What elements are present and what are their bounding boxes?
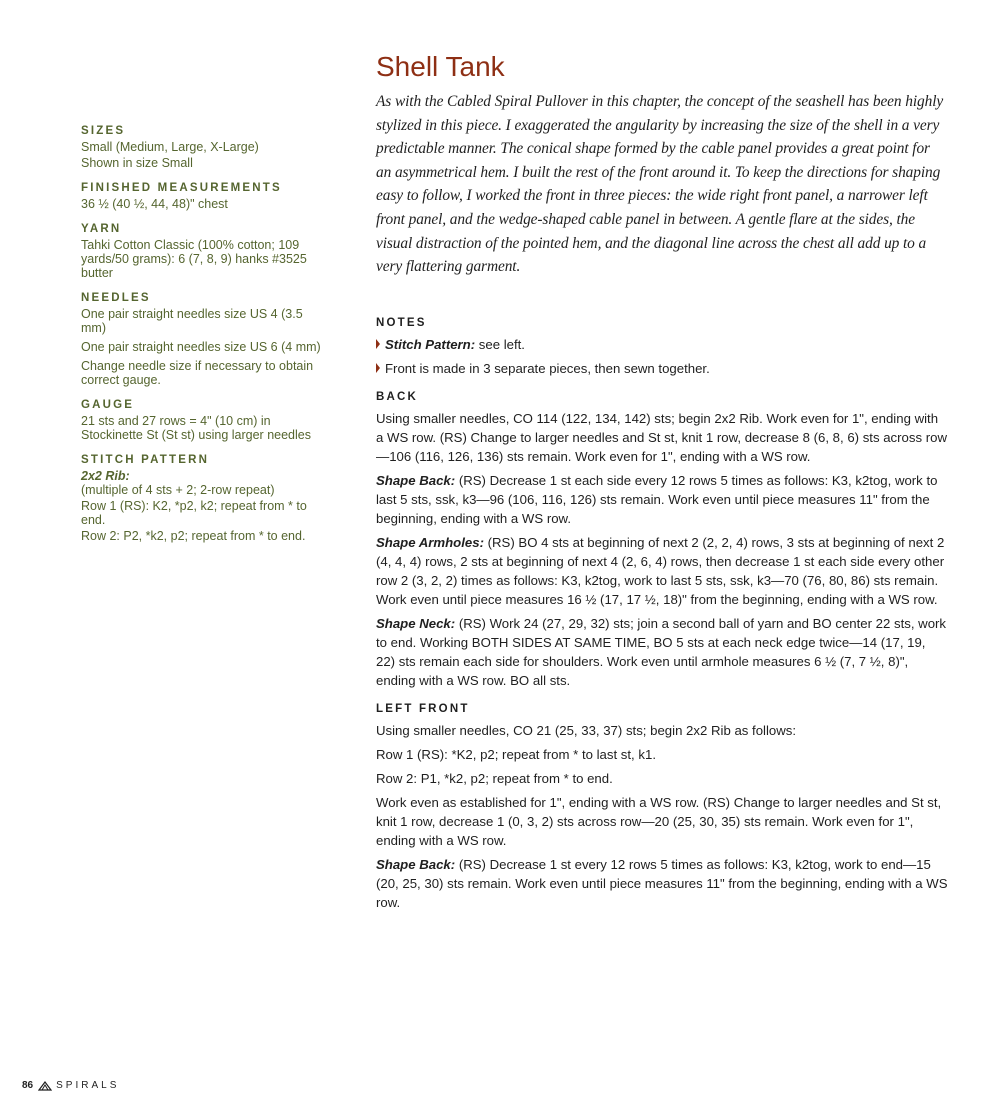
measurements-text: 36 ½ (40 ½, 44, 48)" chest — [81, 197, 228, 211]
note-label: Stitch Pattern: — [385, 336, 476, 352]
back-shape-neck — [376, 614, 948, 690]
sizes-section — [81, 124, 326, 170]
bullet-icon — [376, 363, 380, 373]
shape-back-text: (RS) Decrease 1 st each side every 12 rows 5 times as follows: K3, k2tog, work to last 5 sts, ssk, k3—96 (106, 116, 126) sts remain. Work even until piece measures 11" from the beginning, ending with a WS row. — [376, 472, 938, 526]
measurements-section — [81, 181, 326, 211]
stitch-pattern-line: Row 2: P2, *k2, p2; repeat from * to end. — [81, 529, 306, 543]
yarn-heading: YARN — [81, 223, 122, 235]
shape-back-label: Shape Back: — [376, 472, 456, 488]
sizes-line: Small (Medium, Large, X-Large) — [81, 140, 259, 154]
gauge-section — [81, 398, 326, 442]
back-shape-back — [376, 471, 948, 528]
page-footer — [22, 1080, 119, 1091]
gauge-heading: GAUGE — [81, 399, 135, 411]
shape-armholes-label: Shape Armholes: — [376, 534, 484, 550]
page-number: 86 — [22, 1080, 34, 1091]
shape-back-text: (RS) Decrease 1 st every 12 rows 5 times as follows: K3, k2tog, work to end—15 (20, 25, 30) sts remain. Work even until piece measures 11" from the beginning, ending with a WS row. — [376, 856, 948, 910]
yarn-text: Tahki Cotton Classic (100% cotton; 109 yards/50 grams): 6 (7, 8, 9) hanks #3525 butter — [81, 238, 307, 280]
main-content — [376, 50, 948, 917]
note-item — [376, 335, 948, 354]
sizes-line: Shown in size Small — [81, 156, 193, 170]
needles-line: One pair straight needles size US 4 (3.5 mm) — [81, 307, 303, 335]
shape-back-label: Shape Back: — [376, 856, 456, 872]
shape-neck-text: (RS) Work 24 (27, 29, 32) sts; join a second ball of yarn and BO center 22 sts, work to end. Working BOTH SIDES AT SAME TIME, BO 5 sts at each neck edge twice—14 (17, 19, 22) sts remain each side for shoulders. Work even until armhole measures 6 ½ (7, 7 ½, 8)", ending with a WS row. BO all sts. — [376, 615, 947, 688]
book-title: SPIRALS — [56, 1080, 120, 1091]
shape-armholes-text: (RS) BO 4 sts at beginning of next 2 (2, 2, 4) rows, 3 sts at beginning of next 2 (4, 4, 4) rows, 2 sts at beginning of next 4 (2, 6, 4) rows, then decrease 1 st each side every other row 2 (3, 2, 2) times as follows: K3, k2tog, work to last 5 sts, ssk, k3—70 (76, 80, 86) sts remain. Work even until piece measures 16 ½ (17, 17 ½, 18)" from the beginning, ending with a WS row. — [376, 534, 945, 607]
note-text: Front is made in 3 separate pieces, then sewn together. — [385, 360, 710, 376]
needles-section — [81, 291, 326, 387]
gauge-text: 21 sts and 27 rows = 4" (10 cm) in Stockinette St (St st) using larger needles — [81, 414, 311, 442]
stitch-pattern-heading: STITCH PATTERN — [81, 454, 210, 466]
bullet-icon — [376, 339, 380, 349]
shell-icon — [38, 1081, 52, 1091]
stitch-pattern-line: Row 1 (RS): K2, *p2, k2; repeat from * to end. — [81, 499, 307, 527]
stitch-pattern-line: (multiple of 4 sts + 2; 2-row repeat) — [81, 483, 275, 497]
back-shape-armholes — [376, 533, 948, 609]
intro-paragraph: As with the Cabled Spiral Pullover in this chapter, the concept of the seashell has been highly stylized in this piece. I exaggerated the angularity by increasing the size of the shell in a very predictable manner. The conical shape formed by the cable panel provides a great point for an asymmetrical hem. I built the rest of the front around it. To keep the directions for shaping easy to follow, I worked the front in three pieces: the wide right front panel, a narrower left front panel, and the wedge-shaped cable panel in between. A gentle flare at the sides, the visual distraction of the pointed hem, and the diagonal line across the chest all add up to a very flattering garment. — [376, 93, 944, 276]
sidebar-specs — [81, 124, 326, 554]
shape-neck-label: Shape Neck: — [376, 615, 456, 631]
needles-line: One pair straight needles size US 6 (4 mm) — [81, 340, 321, 354]
left-front-heading: LEFT FRONT — [376, 702, 470, 715]
left-front-row2: Row 2: P1, *k2, p2; repeat from * to end. — [376, 770, 613, 786]
back-heading: BACK — [376, 390, 419, 403]
left-front-paragraph: Work even as established for 1", ending with a WS row. (RS) Change to larger needles and St st, knit 1 row, decrease 1 (0, 3, 2) sts across row—20 (25, 30, 35) sts remain. Work even for 1", ending with a WS row. — [376, 794, 942, 848]
stitch-pattern-subheading: 2x2 Rib: — [81, 469, 130, 483]
left-front-row1: Row 1 (RS): *K2, p2; repeat from * to last st, k1. — [376, 746, 656, 762]
needles-line: Change needle size if necessary to obtain correct gauge. — [81, 359, 314, 387]
needles-heading: NEEDLES — [81, 292, 151, 304]
yarn-section — [81, 222, 326, 280]
back-paragraph: Using smaller needles, CO 114 (122, 134, 142) sts; begin 2x2 Rib. Work even for 1", ending with a WS row. (RS) Change to larger needles and St st, knit 1 row, decrease 8 (6, 8, 6) sts across row—106 (116, 126, 136) sts remain. Work even for 1", ending with a WS row. — [376, 410, 947, 464]
measurements-heading: FINISHED MEASUREMENTS — [81, 182, 282, 194]
page-title: Shell Tank — [376, 51, 505, 82]
note-item — [376, 359, 948, 378]
note-text: see left. — [475, 336, 525, 352]
left-front-shape-back — [376, 855, 948, 912]
left-front-paragraph: Using smaller needles, CO 21 (25, 33, 37) sts; begin 2x2 Rib as follows: — [376, 722, 797, 738]
notes-heading: NOTES — [376, 316, 427, 329]
sizes-heading: SIZES — [81, 125, 126, 137]
stitch-pattern-section — [81, 453, 326, 543]
